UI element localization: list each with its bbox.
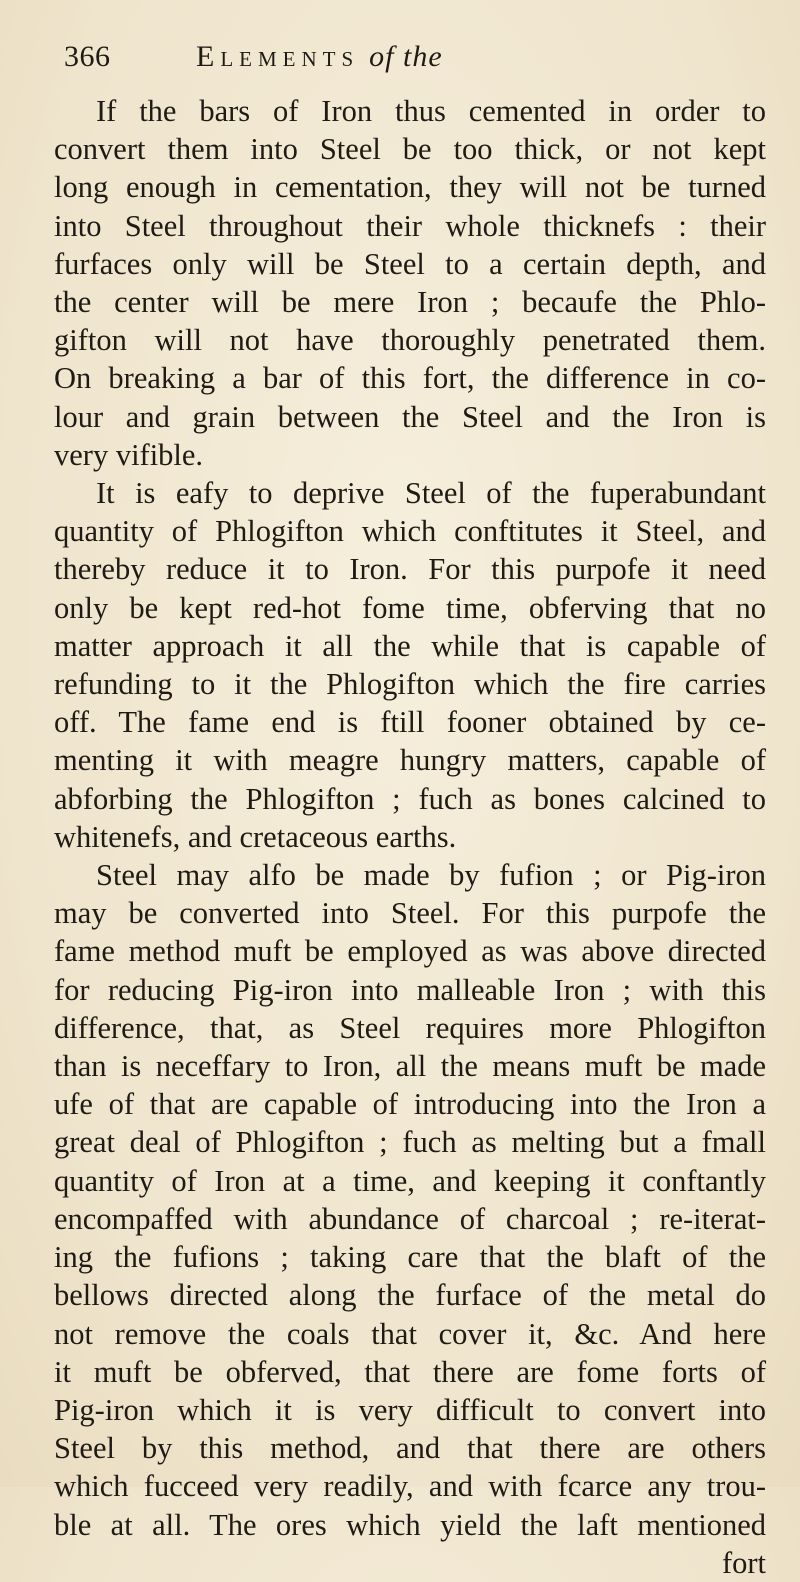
text-line: abforbing the Phlogifton ; fuch as bones calcined to <box>54 781 766 816</box>
text-line: Steel by this method, and that there are others <box>54 1431 766 1466</box>
text-line: off. The fame end is ftill fooner obtained by ce- <box>54 705 766 740</box>
text-line: very vifible. <box>54 437 204 472</box>
text-line: menting it with meagre hungry matters, capable of <box>54 743 766 778</box>
page-number: 366 <box>64 40 111 73</box>
running-title-suffix: of the <box>369 40 443 73</box>
text-line: for reducing Pig-iron into malleable Iron ; with this <box>54 972 766 1007</box>
text-line: lour and grain between the Steel and the Iron is <box>54 399 766 434</box>
text-line: whitenefs, and cretaceous earths. <box>54 819 457 854</box>
text-line: fame method muft be employed as was above directed <box>54 934 766 969</box>
text-line: furfaces only will be Steel to a certain depth, and <box>54 246 766 281</box>
text-line: If the bars of Iron thus cemented in order to <box>96 94 766 128</box>
text-line: the center will be mere Iron ; becaufe the Phlo- <box>54 285 766 320</box>
body-text <box>54 92 766 1544</box>
text-line: ing the fufions ; taking care that the blaft of the <box>54 1240 766 1275</box>
text-line: quantity of Phlogifton which conftitutes it Steel, and <box>54 514 766 549</box>
text-line: convert them into Steel be too thick, or not kept <box>54 132 766 167</box>
text-line: matter approach it all the while that is capable of <box>54 628 766 663</box>
text-line: quantity of Iron at a time, and keeping it conftantly <box>54 1163 766 1198</box>
text-line: long enough in cementation, they will not be turned <box>54 170 766 205</box>
text-line: ble at all. The ores which yield the laft mentioned <box>54 1507 766 1542</box>
text-line: may be converted into Steel. For this purpofe the <box>54 896 766 931</box>
text-line: thereby reduce it to Iron. For this purpofe it need <box>54 552 766 587</box>
text-line: Steel may alfo be made by fufion ; or Pig-iron <box>96 858 766 893</box>
text-line: not remove the coals that cover it, &c. And here <box>54 1316 766 1351</box>
text-line: difference, that, as Steel requires more Phlogifton <box>54 1010 766 1045</box>
text-line: only be kept red-hot fome time, obferving that no <box>54 590 766 625</box>
text-line: It is eafy to deprive Steel of the fuperabundant <box>96 476 766 511</box>
text-line: Pig-iron which it is very difficult to convert into <box>54 1392 766 1427</box>
running-title: Elements <box>196 40 360 73</box>
paragraph <box>54 856 766 1544</box>
paragraph <box>54 474 766 856</box>
text-line: which fucceed very readily, and with fcarce any trou- <box>54 1469 766 1504</box>
text-line: On breaking a bar of this fort, the difference in co- <box>54 361 766 396</box>
text-line: refunding to it the Phlogifton which the fire carries <box>54 667 766 702</box>
paragraph <box>54 92 766 474</box>
text-line: bellows directed along the furface of the metal do <box>54 1278 766 1313</box>
text-line: it muft be obferved, that there are fome forts of <box>54 1354 766 1389</box>
text-line: great deal of Phlogifton ; fuch as melting but a fmall <box>54 1125 766 1160</box>
catchword: fort <box>721 1545 766 1580</box>
text-line: gifton will not have thoroughly penetrated them. <box>54 323 766 358</box>
text-line: encompaffed with abundance of charcoal ; re-iterat- <box>54 1201 766 1236</box>
running-head <box>64 40 766 88</box>
text-line: ufe of that are capable of introducing into the Iron a <box>54 1087 766 1122</box>
text-line: into Steel throughout their whole thicknefs : their <box>54 208 766 243</box>
text-line: than is neceffary to Iron, all the means muft be made <box>54 1049 766 1084</box>
